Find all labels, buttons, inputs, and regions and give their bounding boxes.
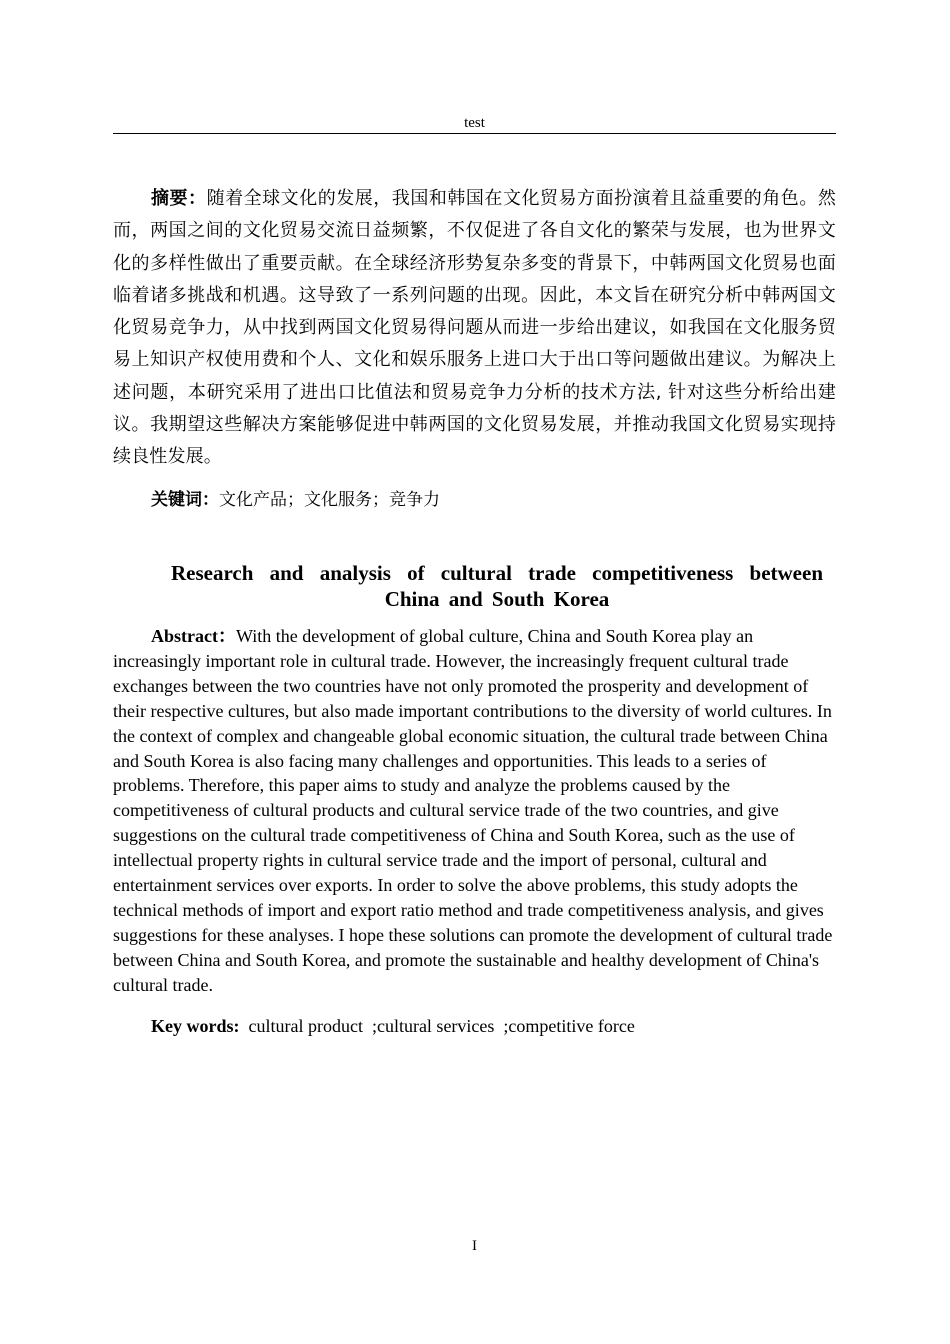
english-abstract-text: With the development of global culture, China and South Korea play an increasingly important role in cultural trade. However, the increasingly frequent cultural trade exchanges between the two countries have not only promoted the prosperity and development of their respective cultures, but also made important contributions to the diversity of world cultures. In the context of complex and changeable global economic situation, the cultural trade between China and South Korea is also facing many challenges and opportunities. This leads to a series of problems. Therefore, this paper aims to study and analyze the problems caused by the competitiveness of cultural products and cultural service trade of the two countries, and give suggestions on the cultural trade competitiveness of China and South Korea, such as the use of intellectual property rights in cultural service trade and the import of personal, cultural and entertainment services over exports. In order to solve the above problems, this study adopts the technical methods of import and export ratio method and trade competitiveness analysis, and gives suggestions for these analyses. I hope these solutions can promote the development of cultural trade between China and South Korea, and promote the sustainable and healthy development of China's cultural trade. [113, 626, 833, 995]
chinese-keywords-label: 关键词： [151, 490, 219, 510]
header-divider [113, 133, 836, 134]
document-page [113, 0, 836, 1344]
english-abstract [113, 624, 836, 998]
chinese-abstract [113, 183, 836, 474]
chinese-keywords-text: 文化产品；文化服务；竞争力 [219, 490, 440, 510]
english-abstract-label: Abstract： [151, 626, 236, 646]
english-title: Research and analysis of cultural trade competitiveness between China and South Korea [171, 561, 823, 611]
english-keywords [151, 1013, 836, 1039]
chinese-keywords [151, 485, 836, 515]
chinese-abstract-label: 摘要： [151, 188, 207, 209]
page-header: test [464, 115, 485, 131]
english-keywords-text: cultural product ;cultural services ;competitive force [239, 1016, 635, 1036]
chinese-abstract-text: 随着全球文化的发展，我国和韩国在文化贸易方面扮演着且益重要的角色。然而，两国之间的文化贸易交流日益频繁，不仅促进了各自文化的繁荣与发展，也为世界文化的多样性做出了重要贡献。在全球经济形势复杂多变的背景下，中韩两国文化贸易也面临着诸多挑战和机遇。这导致了一系列问题的出现。因此，本文旨在研究分析中韩两国文化贸易竞争力，从中找到两国文化贸易得问题从而进一步给出建议，如我国在文化服务贸易上知识产权使用费和个人、文化和娱乐服务上进口大于出口等问题做出建议。为解决上述问题，本研究采用了进出口比值法和贸易竞争力分析的技术方法, 针对这些分析给出建议。我期望这些解决方案能够促进中韩两国的文化贸易发展，并推动我国文化贸易实现持续良性发展。 [113, 188, 836, 468]
english-keywords-label: Key words: [151, 1016, 240, 1036]
page-number: I [472, 1238, 477, 1254]
